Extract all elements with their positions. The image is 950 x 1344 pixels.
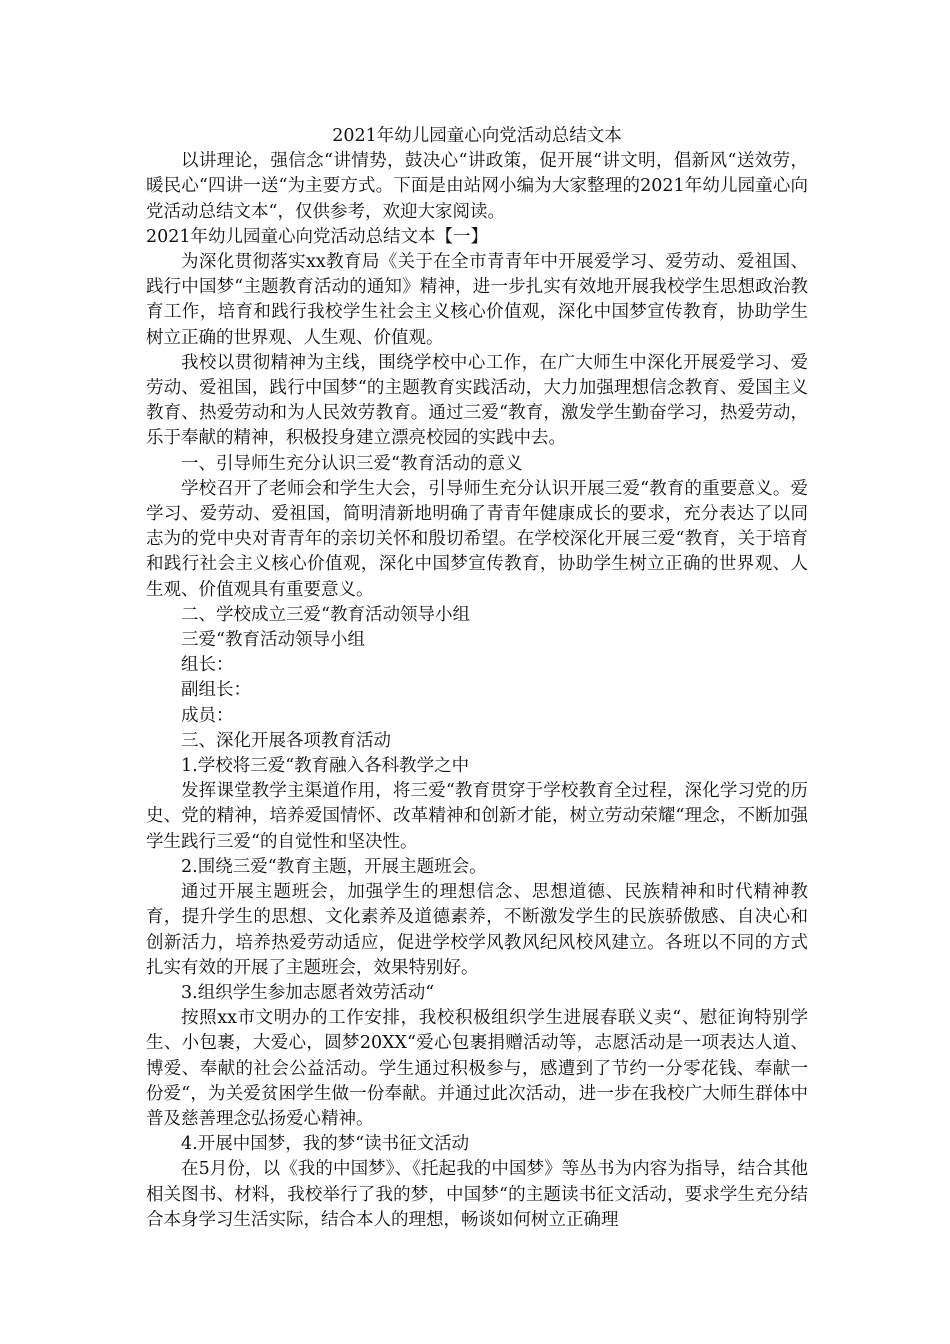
item-heading: 4.开展中国梦，我的梦“读书征文活动 <box>181 1134 470 1155</box>
body-paragraph: 我校以贯彻精神为主线，围绕学校中心工作，在广大师生中深化开展爱学习、爱劳动、爱祖国，践行中国梦“的主题教育实践活动，大力加强理想信念教育、爱国主义教育、热爱劳动和为人民效劳教育。通过三爱“教育，激发学生勤奋学习，热爱劳动，乐于奉献的精神，积极投身建立漂亮校园的实践中去。 <box>146 352 808 449</box>
body-paragraph: 按照xx市文明办的工作安排，我校积极组织学生进展春联义卖“、慰征询特别学生、小包裹，大爱心，圆梦20XX“爱心包裹捐赠活动等，志愿活动是一项表达人道、博爱、奉献的社会公益活动。学生通过积极参与，感遭到了节约一分零花钱、奉献一份爱“，为关爱贫困学生做一份奉献。并通过此次活动，进一步在我校广大师生群体中普及慈善理念弘扬爱心精神。 <box>146 1008 808 1129</box>
document-title: 2021年幼儿园童心向党活动总结文本 <box>332 126 622 146</box>
body-paragraph: 发挥课堂教学主渠道作用，将三爱“教育贯穿于学校教育全过程，深化学习党的历史、党的精神，培养爱国情怀、改革精神和创新才能，树立劳动荣耀“理念，不断加强学生践行三爱“的自觉性和坚决性。 <box>146 781 808 852</box>
intro-paragraph: 以讲理论，强信念“讲情势，鼓决心“讲政策，促开展“讲文明，倡新风“送效劳，暖民心“四讲一送“为主要方式。下面是由站网小编为大家整理的2021年幼儿园童心向党活动总结文本“，仅供参考，欢迎大家阅读。 <box>146 151 808 222</box>
body-line: 副组长： <box>181 680 251 701</box>
subheading: 一、引导师生充分认识三爱“教育活动的意义 <box>181 453 523 474</box>
subheading: 三、深化开展各项教育活动 <box>181 730 391 751</box>
body-line: 组长： <box>181 655 234 676</box>
subheading: 二、学校成立三爱“教育活动领导小组 <box>181 604 470 625</box>
item-heading: 1.学校将三爱“教育融入各科教学之中 <box>181 756 470 777</box>
item-heading: 3.组织学生参加志愿者效劳活动“ <box>181 982 435 1003</box>
body-paragraph: 在5月份，以《我的中国梦》、《托起我的中国梦》等丛书为内容为指导，结合其他相关图书、材料，我校举行了我的梦，中国梦“的主题读书征文活动，要求学生充分结合本身学习生活实际，结合本人的理想，畅谈如何树立正确理 <box>146 1159 808 1230</box>
document-body <box>146 124 808 1233</box>
item-heading: 2.围绕三爱“教育主题，开展主题班会。 <box>181 856 487 877</box>
body-paragraph: 通过开展主题班会，加强学生的理想信念、思想道德、民族精神和时代精神教育，提升学生的思想、文化素养及道德素养，不断激发学生的民族骄傲感、自决心和创新活力，培养热爱劳动适应，促进学校学风教风纪风校风建立。各班以不同的方式扎实有效的开展了主题班会，效果特别好。 <box>146 882 808 978</box>
body-paragraph: 学校召开了老师会和学生大会，引导师生充分认识开展三爱“教育的重要意义。爱学习、爱劳动、爱祖国，简明清新地明确了青青年健康成长的要求，充分表达了以同志为的党中央对青青年的亲切关怀和殷切希望。在学校深化开展三爱“教育，关于培育和践行社会主义核心价值观，深化中国梦宣传教育，协助学生树立正确的世界观、人生观、价值观具有重要意义。 <box>146 478 808 600</box>
body-line: 成员： <box>181 705 234 726</box>
body-line: 三爱“教育活动领导小组 <box>181 630 365 651</box>
body-paragraph: 为深化贯彻落实xx教育局《关于在全市青青年中开展爱学习、爱劳动、爱祖国、践行中国梦“主题教育活动的通知》精神，进一步扎实有效地开展我校学生思想政治教育工作，培育和践行我校学生社会主义核心价值观，深化中国梦宣传教育，协助学生树立正确的世界观、人生观、价值观。 <box>146 252 808 348</box>
section-heading: 2021年幼儿园童心向党活动总结文本【一】 <box>146 226 489 247</box>
